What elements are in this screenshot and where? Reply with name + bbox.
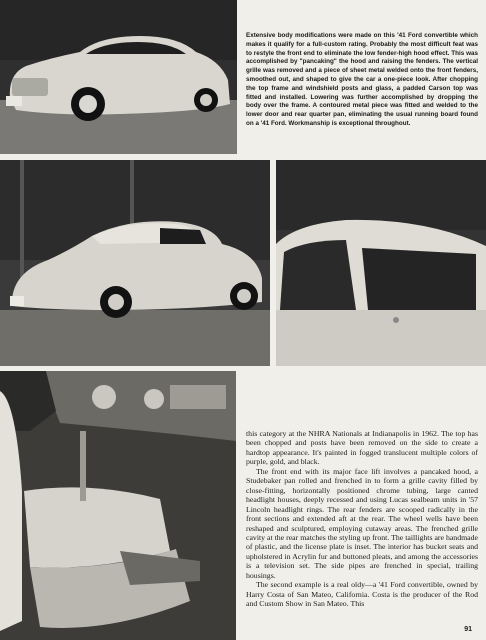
- car-top-illustration: [276, 160, 486, 366]
- interior-illustration: [0, 371, 236, 640]
- page-number: 91: [464, 626, 472, 633]
- article-paragraph: this category at the NHRA Nationals at Indianapolis in 1962. The top has been chopped and posts have been removed on the side to create a hardtop appearance. It's painted in fogged translucent multiple colors of purple, gold, and black.: [246, 429, 478, 467]
- article-paragraph: The second example is a real oldy—a '41 Ford convertible, owned by Harry Costa of San Mateo, California. Costa is the producer of the Rod and Custom Show in San Mateo. This: [246, 580, 478, 609]
- article-paragraph: The front end with its major face lift involves a pancaked hood, a Studebaker pan rolled and frenched in to form a grille cavity filled by close-fitting, horizontally positioned chrome tubing, large canted headlight houses, deeply recessed and using Lucas sealbeam units in '57 Lincoln headlight rings. The rear fenders are scooped radically in the front sections and extended aft at the rear. The wheel wells have been reshaped and sculptured, employing cutaway areas. The frenched grille cavity at the rear matches the styling up front. The taillights are handmade of plastic, and the license plate is inset. The interior has bucket seats and upholstered in Acrylin fur and buttoned pleats, and among the accessories is a television set. The side pipes are frenched in special, trailing housings.: [246, 466, 478, 580]
- photo-caption: Extensive body modifications were made on this '41 Ford convertible which makes it qualify for a full-custom rating. Probably the most difficult feat was to restyle the front end to eliminate the low fender-high hood effect. This was accomplished by "pancaking" the hood and raising the fenders. The vertical grille was removed and a piece of sheet metal welded onto the front fenders, smoothed out, and shaped to give the car a one-piece look. After chopping the top frame and windshield posts and glass, a padded Carson top was fitted and installed. Lowering was further accomplished by dropping the body over the frame. A contoured metal piece was fitted and welded to the lower door and rear quarter pan, eliminating the usual running board found on a '41 Ford. Workmanship is exceptional throughout.: [246, 32, 478, 127]
- car-front-illustration: [0, 0, 237, 154]
- photo-car-interior: [0, 371, 236, 640]
- article-body: [246, 429, 478, 609]
- photo-car-top-closeup: [276, 160, 486, 366]
- car-side-illustration: [0, 160, 270, 366]
- photo-car-side-view: [0, 160, 270, 366]
- photo-car-front-view: [0, 0, 237, 154]
